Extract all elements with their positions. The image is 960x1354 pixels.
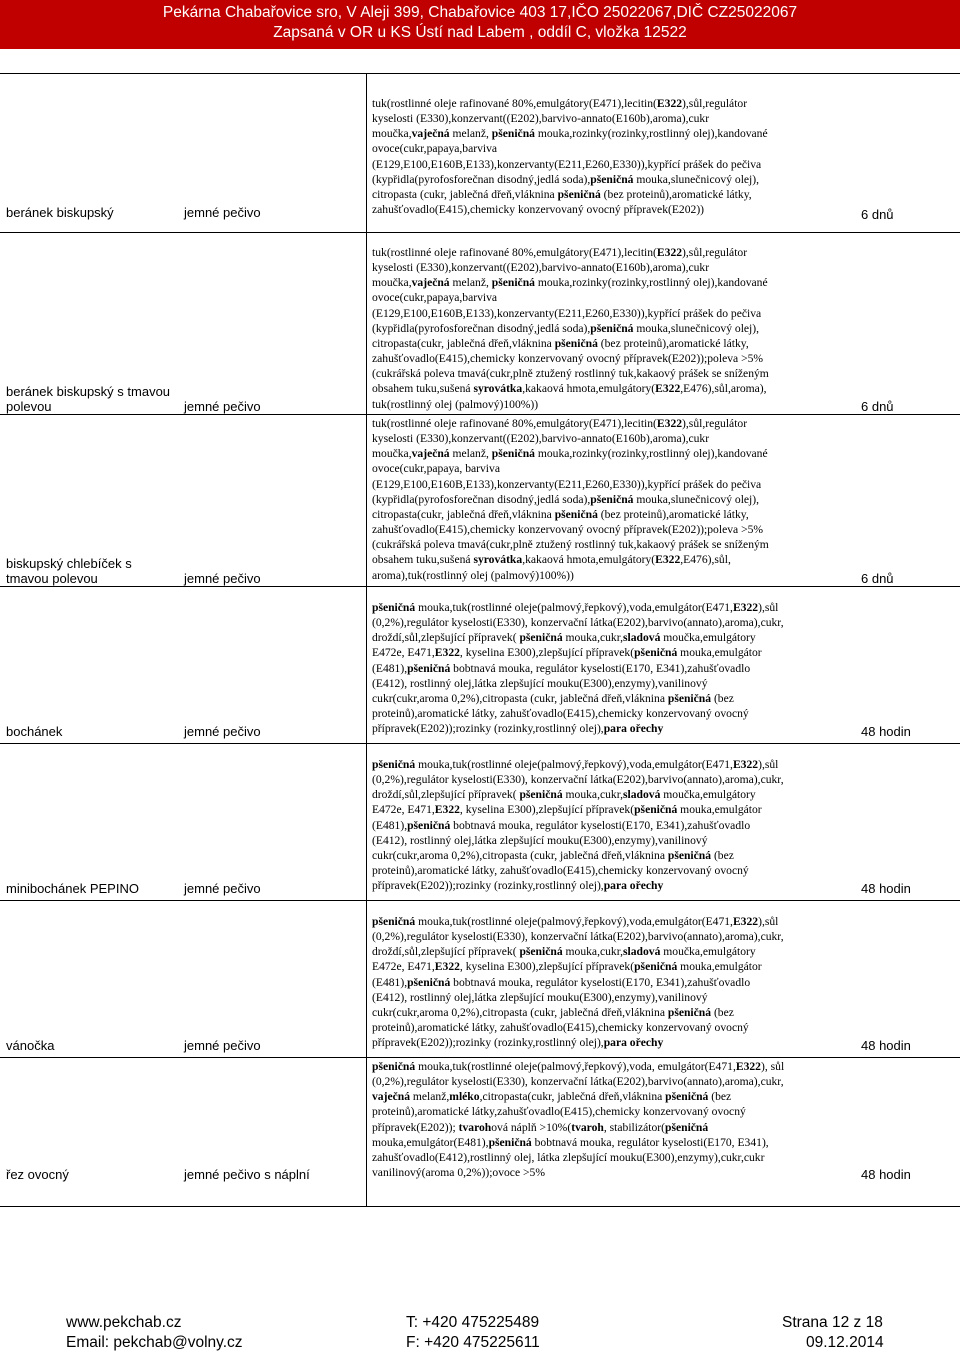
row-divider [0, 900, 960, 901]
product-name: biskupský chlebíček s tmavou polevou [6, 556, 132, 586]
ingredients-text: pšeničná mouka,tuk(rostlinné oleje(palmový,řepkový),voda, emulgátor(E471,E322), sůl (0,2%),regulátor kyselosti(E330), konzervační látka(E202),barvivo(annato),aroma),cukr, vaječná melanž,mléko,citropasta(cukr, jablečná dřeň,vláknina pšeničná (bez proteinů),aromatické látky,zahušťovadlo(E415),chemicky konzervovaný ovocný přípravek(E202)); tvarohová náplň >10%(tvaroh, stabilizátor(pšeničná mouka,emulgátor(E481),pšeničná bobtnavá mouka, regulátor kyselosti(E170, E341), zahušťovadlo(E412),rostlinný olej, látka zlepšující mouku(E300),enzymy),cukr,cukr vanilinový(aroma 0,2%));ovoce >5% [372, 1060, 785, 1180]
row-divider [0, 232, 960, 233]
product-category: jemné pečivo [184, 881, 261, 896]
product-name: bochánek [6, 724, 63, 739]
shelf-life: 48 hodin [861, 1038, 911, 1053]
product-name: beránek biskupský s tmavou polevou [6, 384, 171, 414]
product-category: jemné pečivo [184, 399, 261, 414]
header-line-1: Pekárna Chabařovice sro, V Aleji 399, Chabařovice 403 17,IČO 25022067,DIČ CZ25022067 [162, 4, 798, 21]
shelf-life: 6 dnů [861, 399, 894, 414]
row-divider [0, 1057, 960, 1058]
product-category: jemné pečivo [184, 205, 261, 220]
header-line-2: Zapsaná v OR u KS Ústí nad Labem , oddíl C, vložka 12522 [273, 24, 687, 41]
product-category: jemné pečivo [184, 724, 261, 739]
product-category: jemné pečivo [184, 571, 261, 586]
ingredients-text: pšeničná mouka,tuk(rostlinné oleje(palmový,řepkový),voda,emulgátor(E471,E322),sůl (0,2%),regulátor kyselosti(E330), konzervační látka(E202),barvivo(annato),aroma),cukr, droždí,sůl,zlepšující přípravek( pšeničná mouka,cukr,sladová moučka,emulgátory E472e, E471,E322, kyselina E300),zlepšující přípravek(pšeničná mouka,emulgátor (E481),pšeničná bobtnavá mouka, regulátor kyselosti(E170, E341),zahušťovadlo (E412), rostlinný olej,látka zlepšující mouku(E300),enzymy),vanilinový cukr(cukr,aroma 0,2%),citropasta (cukr, jablečná dřeň,vláknina pšeničná (bez proteinů),aromatické látky, zahušťovadlo(E415),chemicky konzervovaný ovocný přípravek(E202));rozinky (rozinky,rostlinný olej),para ořechy [372, 758, 784, 893]
shelf-life: 6 dnů [861, 207, 894, 222]
footer-web[interactable]: www.pekchab.cz [66, 1314, 182, 1331]
ingredients-text: tuk(rostlinné oleje rafinované 80%,emulgátory(E471),lecitin(E322),sůl,regulátor kyselosti (E330),konzervant((E202),barvivo-annato(E160b),aroma),cukr moučka,vaječná melanž, pšeničná mouka,rozinky(rozinky,rostlinný olej),kandované ovoce(cukr,papaya, barviva (E129,E100,E160B,E133),konzervanty(E211,E260,E330)),kypřící prášek do pečiva (kypřidla(pyrofosforečnan disodný,jedlá soda),pšeničná mouka,slunečnicový olej), citropasta(cukr, jablečná dřeň,vláknina pšeničná (bez proteinů),aromatické látky, zahušťovadlo(E415),chemicky konzervovaný ovocný přípravek(E202));poleva >5% (cukrářská poleva tmavá(cukr,plně ztužený rostlinný tuk,kakaový prášek se sníženým obsahem tuku,sušená syrovátka,kakaová hmota,emulgátory(E322,E476),sůl, aroma),tuk(rostlinný olej (palmový)100%)) [372, 417, 769, 582]
product-category: jemné pečivo s náplní [184, 1167, 310, 1182]
ingredients-text: tuk(rostlinné oleje rafinované 80%,emulgátory(E471),lecitin(E322),sůl,regulátor kyselosti (E330),konzervant((E202),barvivo-annato(E160b),aroma),cukr moučka,vaječná melanž, pšeničná mouka,rozinky(rozinky,rostlinný olej),kandované ovoce(cukr,papaya,barviva (E129,E100,E160B,E133),konzervanty(E211,E260,E330)),kypřící prášek do pečiva (kypřidla(pyrofosforečnan disodný,jedlá soda),pšeničná mouka,slunečnicový olej), citropasta (cukr, jablečná dřeň,vláknina pšeničná (bez proteinů),aromatické látky, zahušťovadlo(E415),chemicky konzervovaný ovocný přípravek(E202)) [372, 97, 768, 217]
company-header [0, 0, 960, 49]
product-name: beránek biskupský [6, 205, 114, 220]
footer-page-number: Strana 12 z 18 [782, 1314, 883, 1331]
shelf-life: 48 hodin [861, 881, 911, 896]
column-divider [366, 73, 367, 1206]
table-bottom-border [0, 1206, 960, 1207]
footer-phone: T: +420 475225489 [406, 1314, 540, 1331]
shelf-life: 6 dnů [861, 571, 894, 586]
product-category: jemné pečivo [184, 1038, 261, 1053]
footer-email[interactable]: Email: pekchab@volny.cz [66, 1334, 243, 1351]
footer-date: 09.12.2014 [806, 1334, 884, 1351]
table-top-border [0, 73, 960, 74]
row-divider [0, 414, 960, 415]
shelf-life: 48 hodin [861, 1167, 911, 1182]
shelf-life: 48 hodin [861, 724, 911, 739]
row-divider [0, 586, 960, 587]
ingredients-text: pšeničná mouka,tuk(rostlinné oleje(palmový,řepkový),voda,emulgátor(E471,E322),sůl (0,2%),regulátor kyselosti(E330), konzervační látka(E202),barvivo(annato),aroma),cukr, droždí,sůl,zlepšující přípravek( pšeničná mouka,cukr,sladová moučka,emulgátory E472e, E471,E322, kyselina E300),zlepšující přípravek(pšeničná mouka,emulgátor (E481),pšeničná bobtnavá mouka, regulátor kyselosti(E170, E341),zahušťovadlo (E412), rostlinný olej,látka zlepšující mouku(E300),enzymy),vanilinový cukr(cukr,aroma 0,2%),citropasta (cukr, jablečná dřeň,vláknina pšeničná (bez proteinů),aromatické látky, zahušťovadlo(E415),chemicky konzervovaný ovocný přípravek(E202));rozinky (rozinky,rostlinný olej),para ořechy [372, 915, 784, 1050]
ingredients-text: pšeničná mouka,tuk(rostlinné oleje(palmový,řepkový),voda,emulgátor(E471,E322),sůl (0,2%),regulátor kyselosti(E330), konzervační látka(E202),barvivo(annato),aroma),cukr, droždí,sůl,zlepšující přípravek( pšeničná mouka,cukr,sladová moučka,emulgátory E472e, E471,E322, kyselina E300),zlepšující přípravek(pšeničná mouka,emulgátor (E481),pšeničná bobtnavá mouka, regulátor kyselosti(E170, E341),zahušťovadlo (E412), rostlinný olej,látka zlepšující mouku(E300),enzymy),vanilinový cukr(cukr,aroma 0,2%),citropasta (cukr, jablečná dřeň,vláknina pšeničná (bez proteinů),aromatické látky, zahušťovadlo(E415),chemicky konzervovaný ovocný přípravek(E202));rozinky (rozinky,rostlinný olej),para ořechy [372, 601, 784, 736]
ingredients-text: tuk(rostlinné oleje rafinované 80%,emulgátory(E471),lecitin(E322),sůl,regulátor kyselosti (E330),konzervant((E202),barvivo-annato(E160b),aroma),cukr moučka,vaječná melanž, pšeničná mouka,rozinky(rozinky,rostlinný olej),kandované ovoce(cukr,papaya,barviva (E129,E100,E160B,E133),konzervanty(E211,E260,E330)),kypřící prášek do pečiva (kypřidla(pyrofosforečnan disodný,jedlá soda),pšeničná mouka,slunečnicový olej), citropasta(cukr, jablečná dřeň,vláknina pšeničná (bez proteinů),aromatické látky, zahušťovadlo(E415),chemicky konzervovaný ovocný přípravek(E202));poleva >5% (cukrářská poleva tmavá(cukr,plně ztužený rostlinný tuk,kakaový prášek se sníženým obsahem tuku,sušená syrovátka,kakaová hmota,emulgátory(E322,E476),sůl,aroma), tuk(rostlinný olej (palmový)100%)) [372, 246, 769, 411]
product-name: vánočka [6, 1038, 55, 1053]
footer-fax: F: +420 475225611 [406, 1334, 540, 1351]
row-divider [0, 743, 960, 744]
product-name: řez ovocný [6, 1167, 69, 1182]
product-name: minibochánek PEPINO [6, 881, 139, 896]
